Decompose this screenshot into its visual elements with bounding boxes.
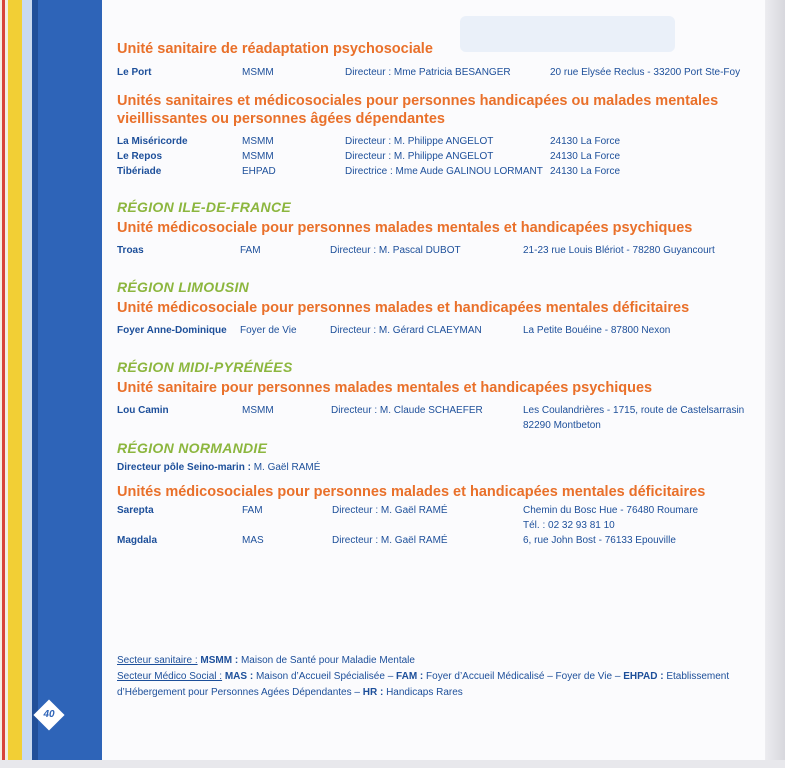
director: Directeur : M. Gaël RAMÉ bbox=[332, 535, 448, 546]
blue-side-band bbox=[32, 0, 102, 768]
list-item bbox=[117, 503, 757, 533]
address: 24130 La Force bbox=[550, 151, 621, 162]
entry-list bbox=[117, 503, 757, 548]
establishment-type: MAS bbox=[242, 535, 264, 546]
yellow-stripe bbox=[8, 0, 22, 768]
establishment-name: Foyer Anne-Dominique bbox=[117, 325, 227, 336]
director: Directeur : M. Claude SCHAEFER bbox=[331, 405, 483, 416]
establishment-name: La Miséricorde bbox=[117, 136, 188, 147]
list-item bbox=[117, 134, 757, 149]
establishment-type: FAM bbox=[242, 505, 263, 516]
address: 21-23 rue Louis Blériot - 78280 Guyancourt bbox=[523, 245, 715, 256]
legend-abbr: FAM : bbox=[396, 671, 424, 682]
address: 20 rue Elysée Reclus - 33200 Port Ste-Foy bbox=[550, 67, 741, 78]
director: Directeur : M. Gérard CLAEYMAN bbox=[330, 325, 482, 336]
legend-definition: Foyer d’Accueil Médicalisé – Foyer de Vie – bbox=[426, 671, 621, 682]
legend-abbr: MAS : bbox=[224, 671, 254, 682]
director: Directeur : M. Gaël RAMÉ bbox=[332, 505, 448, 516]
entry-list bbox=[117, 403, 757, 433]
director: Directeur : M. Pascal DUBOT bbox=[330, 245, 461, 256]
establishment-name: Sarepta bbox=[117, 505, 154, 516]
legend-definition: Maison d’Accueil Spécialisée – bbox=[255, 671, 394, 682]
director: Directrice : Mme Aude GALINOU LORMANT bbox=[345, 166, 543, 177]
pole-director-name: M. Gaël RAMÉ bbox=[253, 462, 321, 473]
section-title: Unité médicosociale pour personnes malades mentales et handicapées psychiques bbox=[117, 220, 693, 236]
address: Chemin du Bosc Hue - 76480 Roumare bbox=[523, 505, 699, 516]
establishment-type: EHPAD bbox=[242, 166, 276, 177]
establishment-type: MSMM bbox=[242, 405, 274, 416]
establishment-type: MSMM bbox=[242, 136, 274, 147]
light-blue-stripe bbox=[22, 0, 32, 768]
establishment-type: FAM bbox=[240, 245, 261, 256]
section-title: Unité sanitaire de réadaptation psychosociale bbox=[117, 41, 433, 57]
legend-line-medico bbox=[117, 669, 757, 685]
establishment-name: Le Port bbox=[117, 67, 152, 78]
section-title: Unités sanitaires et médicosociales pour personnes handicapées ou malades mentales vieillissantes ou personnes âgées dépendantes bbox=[117, 93, 719, 127]
directory-content bbox=[117, 36, 757, 548]
establishment-name: Tibériade bbox=[117, 166, 162, 177]
establishment-name: Troas bbox=[117, 245, 144, 256]
legend-definition: Handicaps Rares bbox=[386, 687, 463, 698]
section-title: Unité médicosociale pour personnes malades et handicapées mentales déficitaires bbox=[117, 300, 690, 316]
director: Directeur : M. Philippe ANGELOT bbox=[345, 136, 494, 147]
entry-list bbox=[117, 323, 757, 338]
entry-list bbox=[117, 65, 757, 80]
legend-definition: d’Hébergement pour Personnes Agées Dépendantes – bbox=[117, 687, 360, 698]
list-item bbox=[117, 65, 757, 80]
section-title: Unités médicosociales pour personnes malades et handicapées mentales déficitaires bbox=[117, 484, 706, 500]
address: La Petite Bouéine - 87800 Nexon bbox=[523, 325, 671, 336]
page-number: 40 bbox=[43, 709, 55, 720]
section-title: Unité sanitaire pour personnes malades mentales et handicapées psychiques bbox=[117, 380, 653, 396]
legend-definition: Etablissement bbox=[666, 671, 730, 682]
address: Les Coulandrières - 1715, route de Castelsarrasin bbox=[523, 405, 745, 416]
address: 6, rue John Bost - 76133 Epouville bbox=[523, 535, 676, 546]
establishment-name: Lou Camin bbox=[117, 405, 169, 416]
legend-sector-label: Secteur Médico Social : bbox=[117, 671, 223, 682]
establishment-name: Le Repos bbox=[117, 151, 163, 162]
page-gutter bbox=[765, 0, 785, 768]
legend-line-medico-cont bbox=[117, 685, 757, 701]
list-item bbox=[117, 149, 757, 164]
address: 24130 La Force bbox=[550, 166, 621, 177]
red-stripe bbox=[2, 0, 5, 768]
legend-abbr: EHPAD : bbox=[623, 671, 664, 682]
list-item bbox=[117, 164, 757, 179]
entry-list bbox=[117, 134, 757, 179]
region-heading: RÉGION LIMOUSIN bbox=[117, 279, 250, 295]
pole-director-label: Directeur pôle Seino-marin : bbox=[117, 462, 251, 473]
address: 24130 La Force bbox=[550, 136, 621, 147]
legend-line-sanitaire bbox=[117, 653, 757, 669]
entry-list bbox=[117, 243, 757, 258]
abbreviations-legend bbox=[117, 653, 757, 701]
list-item bbox=[117, 323, 757, 338]
establishment-type: MSMM bbox=[242, 151, 274, 162]
address-line-2: 82290 Montbeton bbox=[523, 420, 601, 431]
list-item bbox=[117, 403, 757, 433]
director: Directeur : Mme Patricia BESANGER bbox=[345, 67, 511, 78]
legend-abbr: MSMM : bbox=[200, 655, 239, 666]
region-heading: RÉGION NORMANDIE bbox=[117, 440, 268, 456]
establishment-type: MSMM bbox=[242, 67, 274, 78]
list-item bbox=[117, 533, 757, 548]
list-item bbox=[117, 243, 757, 258]
legend-abbr: HR : bbox=[362, 687, 384, 698]
phone: Tél. : 02 32 93 81 10 bbox=[523, 520, 615, 531]
director: Directeur : M. Philippe ANGELOT bbox=[345, 151, 494, 162]
pole-director-line bbox=[117, 460, 757, 475]
blue-side-band-shadow bbox=[32, 0, 38, 768]
region-heading: RÉGION MIDI-PYRÉNÉES bbox=[117, 359, 293, 375]
legend-definition: Maison de Santé pour Maladie Mentale bbox=[240, 655, 415, 666]
establishment-type: Foyer de Vie bbox=[240, 325, 297, 336]
region-heading: RÉGION ILE-DE-FRANCE bbox=[117, 199, 291, 215]
legend-sector-label: Secteur sanitaire : bbox=[117, 655, 198, 666]
page-bottom-edge bbox=[0, 760, 785, 768]
establishment-name: Magdala bbox=[117, 535, 158, 546]
